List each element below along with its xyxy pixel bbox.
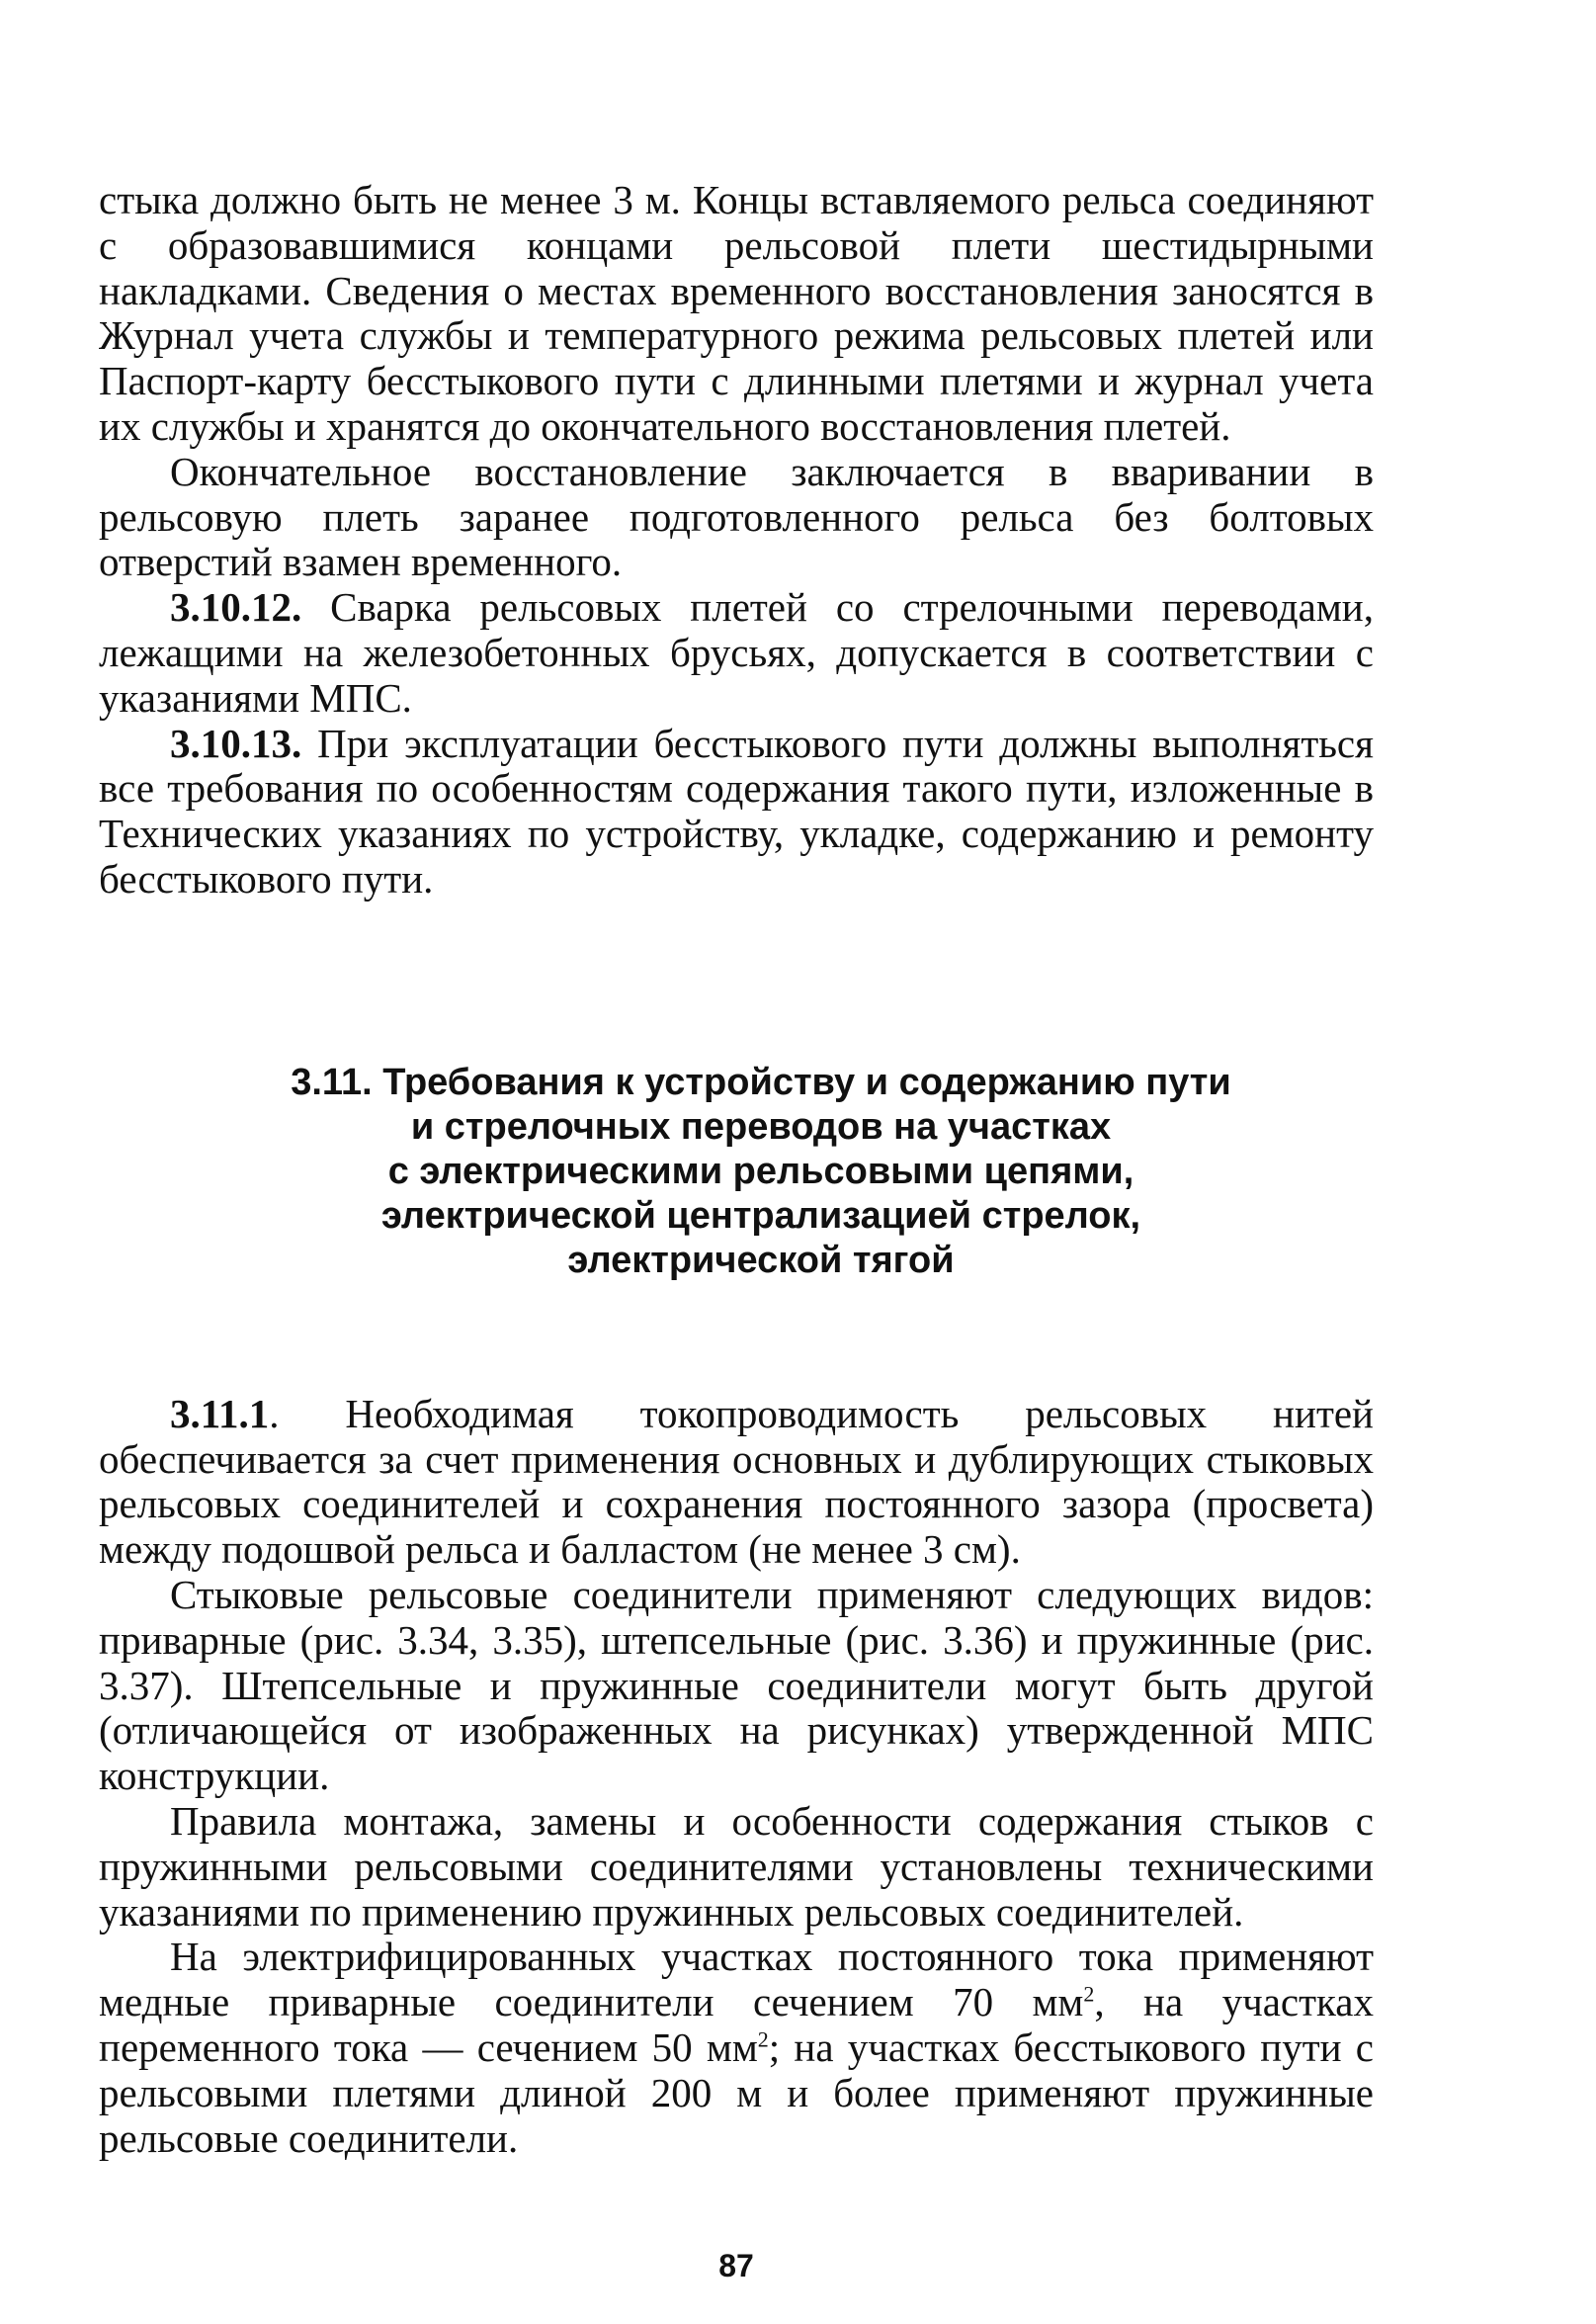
heading-line: 3.11. Требования к устройству и содержанию пути: [291, 1061, 1231, 1103]
text-part: ; на участках бесстыкового пути с рельсовыми плетями длиной 200 м и более применяют пружинные рельсовые соединители.: [99, 2023, 1374, 2161]
superscript: 2: [757, 2026, 769, 2052]
paragraph-continuation: стыка должно быть не менее 3 м. Концы вставляемого рельса соединяют с образовавшимися концами рельсовой плети шестидырными накладками. Сведения о местах временного восстановления заносятся в Журнал учета службы и температурного режима рельсовых плетей или Паспорт-карту бесстыкового пути с длинными плетями и журнал учета их службы и хранятся до окончательного восстановления плетей.: [99, 177, 1374, 449]
clause-3-11-1: [99, 1392, 1374, 1573]
paragraph-electrified-sections: [99, 1935, 1374, 2161]
superscript: 2: [1083, 1981, 1095, 2007]
clause-number: 3.10.12.: [170, 584, 302, 631]
clause-3-10-12: [99, 585, 1374, 721]
heading-line: электрической тягой: [567, 1239, 955, 1281]
text-part: На электрифицированных участках постоянного тока применяют медные приварные соединители сечением 70 мм: [99, 1934, 1374, 2025]
text-part: , на участках переменного тока — сечением 50 мм: [99, 1979, 1374, 2070]
heading-line: с электрическими рельсовыми цепями,: [387, 1150, 1134, 1192]
page-content: [99, 178, 1374, 2161]
heading-line: и стрелочных переводов на участках: [410, 1105, 1112, 1148]
clause-text: При эксплуатации бесстыкового пути должны выполняться все требования по особенностям содержания такого пути, изложенные в Технических указаниях по устройству, укладке, содержанию и ремонту бесстыкового пути.: [99, 720, 1374, 902]
clause-3-10-13: [99, 722, 1374, 903]
clause-text: . Необходимая токопроводимость рельсовых нитей обеспечивается за счет применения основных и дублирующих стыковых рельсовых соединителей и сохранения постоянного зазора (просвета) между подошвой рельса и балластом (не менее 3 см).: [99, 1390, 1374, 1573]
clause-number: 3.11.1: [170, 1390, 270, 1436]
clause-number: 3.10.13.: [170, 720, 302, 766]
heading-line: электрической централизацией стрелок,: [380, 1194, 1141, 1237]
clause-text: Сварка рельсовых плетей со стрелочными переводами, лежащими на железобетонных брусьях, допускается в соответствии с указаниями МПС.: [99, 584, 1374, 721]
paragraph-connector-types: Стыковые рельсовые соединители применяют следующих видов: приварные (рис. 3.34, 3.35), штепсельные (рис. 3.36) и пружинные (рис. 3.37). Штепсельные и пружинные соединители могут быть другой (отличающейся от изображенных на рисунках) утвержденной МПС конструкции.: [99, 1571, 1374, 1799]
paragraph-installation-rules: Правила монтажа, замены и особенности содержания стыков с пружинными рельсовыми соединителями установлены техническими указаниями по применению пружинных рельсовых соединителей.: [99, 1797, 1374, 1935]
paragraph-final-restoration: Окончательное восстановление заключается в вваривании в рельсовую плеть заранее подготовленного рельса без болтовых отверстий взамен временного.: [99, 448, 1374, 585]
section-heading: [99, 1061, 1374, 1283]
page-number: 87: [718, 2248, 754, 2283]
